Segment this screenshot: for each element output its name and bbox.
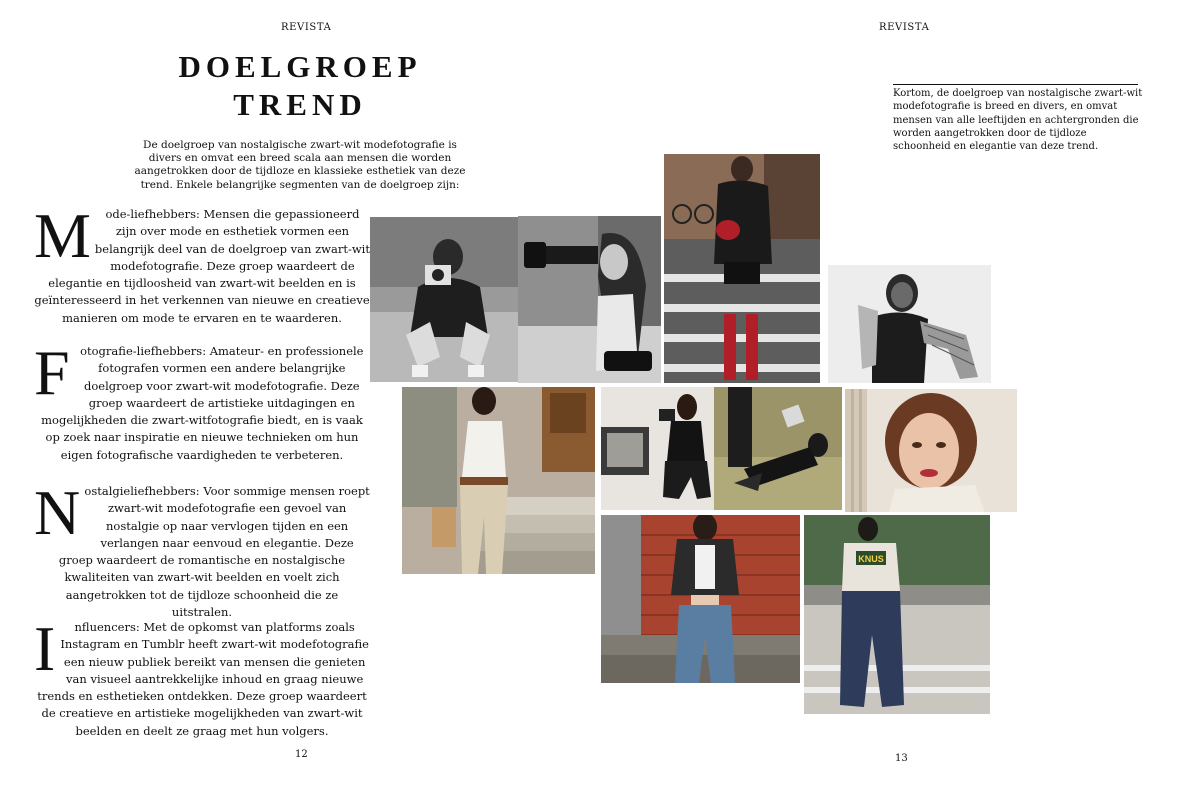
title-line-2: TREND bbox=[233, 87, 367, 122]
drop-cap: F bbox=[34, 337, 70, 408]
divider-rule bbox=[893, 84, 1138, 85]
photo-woman-fishnet-sleeve bbox=[828, 265, 991, 383]
photo-woman-with-telephoto-camera bbox=[518, 216, 661, 383]
photo-woman-lying-with-camera bbox=[714, 387, 842, 510]
photo-woman-with-camera-and-tv bbox=[601, 387, 714, 510]
segment-influencers bbox=[34, 613, 370, 740]
photo-woman-squatting-with-camera bbox=[370, 217, 518, 382]
title-line-1: DOELGROEP bbox=[178, 49, 422, 84]
page-title bbox=[150, 48, 450, 124]
photo-portrait-curly-hair bbox=[845, 389, 1017, 512]
segment-text: nfluencers: Met de opkomst van platforms zoals Instagram en Tumblr heeft zwart-wit modefotografie een nieuw publiek bereikt van mensen die genieten van visueel aantrekkelijke inhoud en graag nieuwe trends en esthetieken ontdekken. Deze groep waardeert de creatieve en artistieke mogelijkheden van zwart-wit beelden en deelt ze graag met hun volgers. bbox=[37, 620, 369, 738]
running-head-left: REVISTA bbox=[281, 22, 332, 33]
segment-text: ostalgieliefhebbers: Voor sommige mensen roept zwart-wit modefotografie een gevoel van nostalgie op naar vervlogen tijden en een verlangen naar eenvoud en elegantie. Deze groep waardeert de romantische en nostalgische kwaliteiten van zwart-wit beelden en voelt zich aangetrokken tot de tijdloze schoonheid die ze uitstralen. bbox=[58, 484, 370, 620]
photo-woman-leather-jacket-brick-wall bbox=[601, 515, 800, 683]
page-number-left: 12 bbox=[295, 749, 308, 760]
segment-fotografie-liefhebbers bbox=[34, 337, 370, 464]
drop-cap: N bbox=[34, 477, 81, 548]
photo-woman-red-boots-street bbox=[664, 154, 820, 383]
segment-mode-liefhebbers bbox=[34, 200, 370, 327]
segment-text: ode-liefhebbers: Mensen die gepassioneerd zijn over mode en esthetiek vormen een belangrijk deel van de doelgroep van zwart-wit modefotografie. Deze groep waardeert de elegantie en tijdloosheid van zwart-wit beelden en is geïnteresseerd in het verkennen van nieuwe en creatieve manieren om mode te ervaren en te waarderen. bbox=[34, 207, 370, 325]
running-head-right: REVISTA bbox=[879, 22, 930, 33]
page-number-right: 13 bbox=[895, 753, 908, 764]
intro-paragraph: De doelgroep van nostalgische zwart-wit modefotografie is divers en omvat een breed scala aan mensen die worden aangetrokken door de tijdloze en klassieke esthetiek van deze trend. Enkele belangrijke segmenten van de doelgroep zijn: bbox=[134, 139, 466, 191]
segment-nostalgieliefhebbers bbox=[34, 477, 370, 621]
summary-paragraph: Kortom, de doelgroep van nostalgische zwart-wit modefotografie is breed en divers, en omvat mensen van alle leeftijden en achtergronden die worden aangetrokken door de tijdloze schoonheid en elegantie van deze trend. bbox=[893, 88, 1143, 153]
shirt-print: KNUS bbox=[858, 554, 884, 564]
drop-cap: I bbox=[34, 613, 56, 684]
drop-cap: M bbox=[34, 200, 91, 271]
photo-woman-graphic-tee-street bbox=[804, 515, 990, 714]
photo-woman-white-top-stairs bbox=[402, 387, 595, 574]
segment-text: otografie-liefhebbers: Amateur- en professionele fotografen vormen een andere belangrijke doelgroep voor zwart-wit modefotografie. Deze groep waardeert de artistieke uitdagingen en mogelijkheden die zwart-witfotografie biedt, en is vaak op zoek naar inspiratie en nieuwe technieken om hun eigen fotografische vaardigheden te verbeteren. bbox=[41, 344, 364, 462]
